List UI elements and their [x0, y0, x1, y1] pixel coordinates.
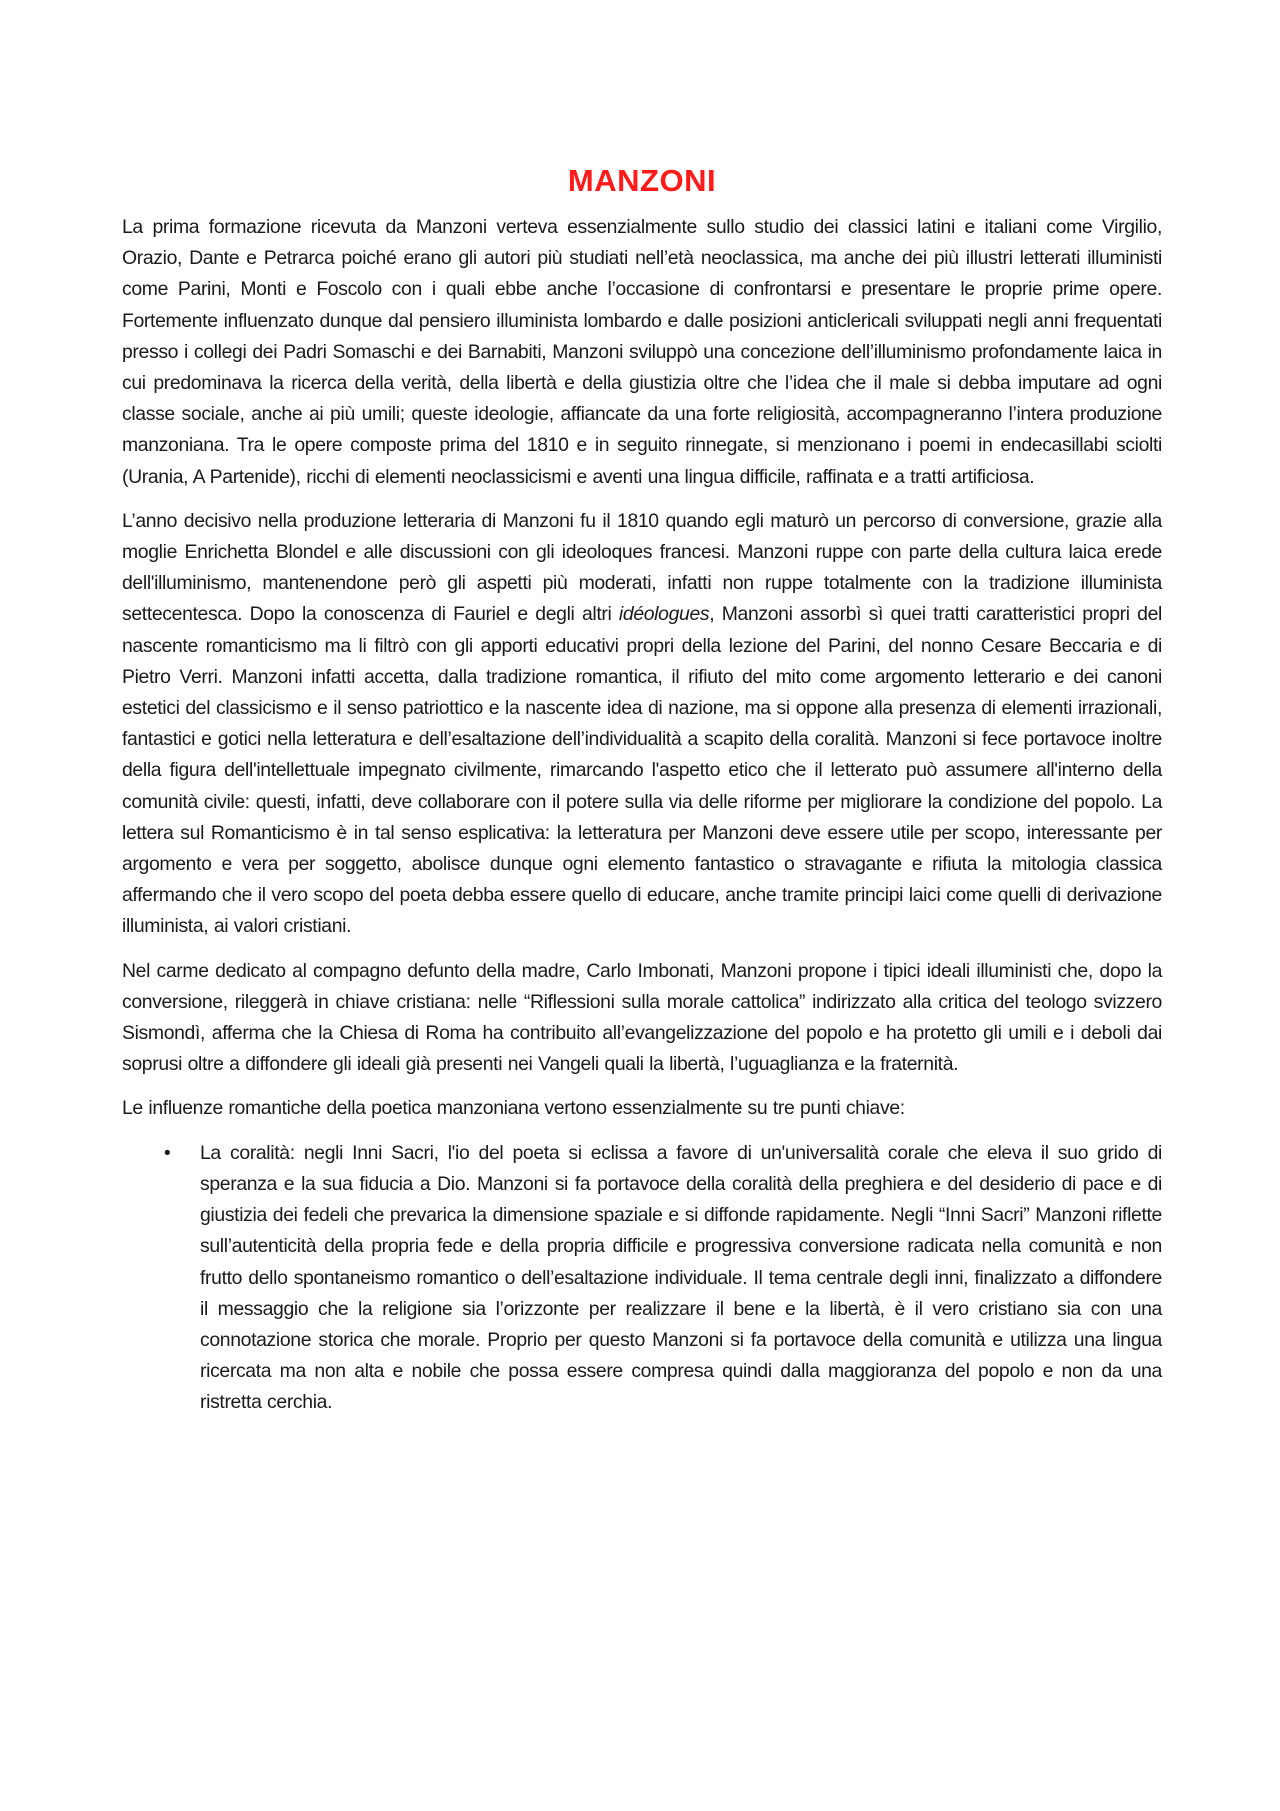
italic-ideologues: idéologues — [618, 603, 710, 626]
paragraph-conversione — [122, 506, 1162, 943]
paragraph-formazione: La prima formazione ricevuta da Manzoni verteva essenzialmente sullo studio dei classici latini e italiani come Virgilio, Orazio, Dante e Petrarca poiché erano gli autori più studiati nell’età neoclassica, ma anche dei più illustri letterati illuministi come Parini, Monti e Foscolo con i quali ebbe anche l’occasione di confrontarsi e presentare le proprie prime opere. Fortemente influenzato dunque dal pensiero illuminista lombardo e dalle posizioni anticlericali sviluppati negli anni frequentati presso i collegi dei Padri Somaschi e dei Barnabiti, Manzoni sviluppò una concezione dell’illuminismo profondamente laica in cui predominava la ricerca della verità, della libertà e della giustizia oltre che l’idea che il male si debba imputare ad ogni classe sociale, anche ai più umili; queste ideologie, affiancate da una forte religiosità, accompagneranno l’intera produzione manzoniana. Tra le opere composte prima del 1810 e in seguito rinnegate, si menzionano i poemi in endecasillabi sciolti (Urania, A Partenide), ricchi di elementi neoclassicismi e aventi una lingua difficile, raffinata e a tratti artificiosa. — [122, 216, 1162, 488]
paragraph-conversione-part1: L’anno decisivo nella produzione letteraria di Manzoni fu il 1810 quando egli maturò un percorso di conversione, grazie alla moglie Enrichetta Blondel e alle discussioni con gli ideoloques francesi. Manzoni ruppe con parte della cultura laica erede dell'illuminismo, mantenendone però gli aspetti più moderati, infatti non ruppe totalmente con la tradizione illuminista settecentesca. Dopo la conoscenza di Fauriel e degli altri — [122, 509, 1162, 626]
bullet-list — [122, 1138, 1162, 1419]
paragraph-carme-imbonati: Nel carme dedicato al compagno defunto della madre, Carlo Imbonati, Manzoni propone i tipici ideali illuministi che, dopo la conversione, rileggerà in chiave cristiana: nelle “Riflessioni sulla morale cattolica” indirizzato alla critica del teologo svizzero Sismondì, afferma che la Chiesa di Roma ha contribuito all’evangelizzazione del popolo e ha protetto gli umili e i deboli dai soprusi oltre a diffondere gli ideali già presenti nei Vangeli quali la libertà, l’uguaglianza e la fraternità. — [122, 959, 1162, 1076]
document-page — [122, 150, 1162, 1419]
paragraph-conversione-part2: , Manzoni assorbì sì quei tratti caratteristici propri del nascente romanticismo ma li filtrò con gli apporti educativi propri della lezione del Parini, del nonno Cesare Beccaria e di Pietro Verri. Manzoni infatti accetta, dalla tradizione romantica, il rifiuto del mito come argomento letterario e dei canoni estetici del classicismo e il senso patriottico e la nascente idea di nazione, ma si oppone alla presenza di elementi irrazionali, fantastici e gotici nella letteratura e dell’esaltazione dell’individualità a scapito della coralità. Manzoni si fece portavoce inoltre della figura dell'intellettuale impegnato civilmente, rimarcando l'aspetto etico che il letterato può assumere all'interno della comunità civile: questi, infatti, deve collaborare con il potere sulla via delle riforme per migliorare la condizione del popolo. La lettera sul Romanticismo è in tal senso esplicativa: la letteratura per Manzoni deve essere utile per scopo, interessante per argomento e vera per soggetto, abolisce dunque ogni elemento fantastico o stravagante e rifiuta la mitologia classica affermando che il vero scopo del poeta debba essere quello di educare, anche tramite principi laici come quelli di derivazione illuminista, ai valori cristiani. — [122, 603, 1162, 938]
bullet-icon: • — [164, 1142, 171, 1164]
paragraph-influenze-intro: Le influenze romantiche della poetica manzoniana vertono essenzialmente su tre punti chiave: — [122, 1097, 905, 1120]
list-item-text: La coralità: negli Inni Sacri, l'io del poeta si eclissa a favore di un'universalità corale che eleva il suo grido di speranza e la sua fiducia a Dio. Manzoni si fa portavoce della coralità della preghiera e del desiderio di pace e di giustizia dei fedeli che prevarica la dimensione spaziale e si diffonde rapidamente. Negli “Inni Sacri” Manzoni riflette sull’autenticità della propria fede e della propria difficile e progressiva conversione radicata nella comunità e non frutto dello spontaneismo romantico o dell’esaltazione individuale. Il tema centrale degli inni, finalizzato a diffondere il messaggio che la religione sia l’orizzonte per realizzare il bene e la libertà, è il vero cristiano sia con una connotazione storica che morale. Proprio per questo Manzoni si fa portavoce della comunità e utilizza una lingua ricercata ma non alta e nobile che possa essere compresa quindi dalla maggioranza del popolo e non da una ristretta cerchia. — [200, 1141, 1162, 1414]
document-title: MANZONI — [567, 163, 717, 198]
list-item — [122, 1138, 1162, 1419]
